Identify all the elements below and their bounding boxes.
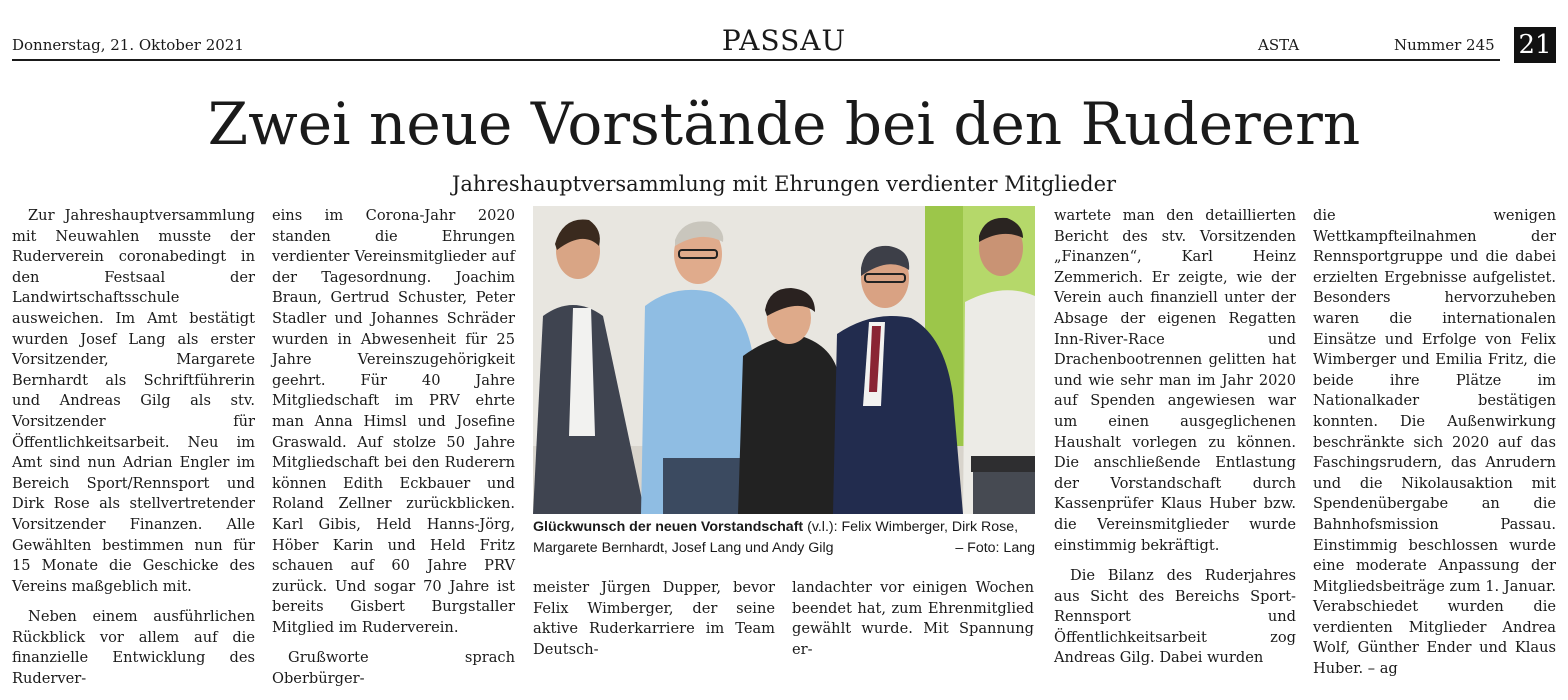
article-column-5: [1054, 206, 1296, 679]
header-region: ASTA: [1258, 36, 1300, 54]
article-paragraph: wartete man den detaillierten Bericht des stv. Vorsitzenden „Finanzen“, Karl Heinz Zemmerich. Er zeigte, wie der Verein auch finanziell unter der Absage der eigenen Regatten Inn-River-Race und Drachenbootrennen gelitten hat und wie sehr man im Jahr 2020 auf Spenden angewiesen war um einen ausgeglichenen Haushalt vorlegen zu können. Die anschließende Entlastung der Vorstandschaft durch Kassenprüfer Klaus Huber bzw. die Vereinsmitglieder wurde einstimmig bekräftigt.: [1054, 207, 1296, 554]
article-column-4: [792, 578, 1034, 670]
article-paragraph: Neben einem ausführlichen Rückblick vor allem auf die finanzielle Entwicklung des Ruderver-: [12, 608, 255, 688]
header-rule: [12, 59, 1500, 61]
article-paragraph: die wenigen Wettkampfteilnahmen der Rennsportgruppe und die dabei erzielten Ergebnisse aufgelistet. Besonders hervorzuheben waren die internationalen Einsätze und Erfolge von Felix Wimberger und Emilia Fritz, die beide ihre Plätze im Nationalkader bestätigen konnten. Die Außenwirkung beschränkte sich 2020 auf das Faschingsrudern, das Anrudern und die Nikolausaktion mit Spendenübergabe an die Bahnhofsmission Passau. Einstimmig beschlossen wurde eine moderate Anpassung der Mitgliedsbeiträge zum 1. Januar. Verabschiedet wurden die verdienten Mitglieder Andrea Wolf, Günther Ender und Klaus Huber. – ag: [1313, 207, 1556, 678]
caption-text: (v.l.): Felix Wimberger, Dirk Rose, Margarete Bernhardt, Josef Lang und Andy Gilg: [533, 519, 1019, 556]
article-paragraph: meister Jürgen Dupper, bevor Felix Wimberger, der seine aktive Ruderkarriere im Team Deutsch-: [533, 579, 775, 658]
photo-caption: [533, 517, 1035, 558]
article-subheadline: Jahreshauptversammlung mit Ehrungen verdienter Mitglieder: [451, 172, 1117, 196]
article-column-3: [533, 578, 775, 670]
article-column-2: [272, 206, 515, 700]
header-section-title: PASSAU: [721, 24, 847, 57]
article-column-6: [1313, 206, 1556, 690]
page-header: [0, 0, 1568, 66]
header-date: Donnerstag, 21. Oktober 2021: [12, 36, 244, 54]
photo-credit: – Foto: Lang: [955, 539, 1035, 556]
article-paragraph: Grußworte sprach Oberbürger-: [272, 649, 515, 688]
group-photo-illustration: [533, 206, 1035, 514]
article-paragraph: eins im Corona-Jahr 2020 standen die Ehrungen verdienter Vereinsmitglieder auf der Tagesordnung. Joachim Braun, Gertrud Schuster, Peter Stadler und Johannes Schräder wurden in Abwesenheit für 25 Jahre Vereinszugehörigkeit geehrt. Für 40 Jahre Mitgliedschaft im PRV ehrte man Anna Himsl und Josefine Graswald. Auf stolze 50 Jahre Mitgliedschaft bei den Ruderern können Edith Eckbauer und Roland Zellner zurückblicken. Karl Gibis, Held Hanns-Jörg, Höber Karin und Held Fritz schauen auf 60 Jahre PRV zurück. Und sogar 70 Jahre ist bereits Gisbert Burgstaller Mitglied im Ruderverein.: [272, 207, 515, 636]
article-paragraph: Die Bilanz des Ruderjahres aus Sicht des Bereichs Sport-Rennsport und Öffentlichkeitsarbeit zog Andreas Gilg. Dabei wurden: [1054, 567, 1296, 667]
header-issue-number: Nummer 245: [1394, 36, 1495, 54]
article-headline: Zwei neue Vorstände bei den Ruderern: [207, 90, 1361, 158]
group-photo: [533, 206, 1035, 514]
article-column-1: [12, 206, 255, 700]
page-number-badge: 21: [1514, 27, 1556, 63]
article-paragraph: Zur Jahreshauptversammlung mit Neuwahlen musste der Ruderverein coronabedingt in den Festsaal der Landwirtschaftsschule ausweichen. Im Amt bestätigt wurden Josef Lang als erster Vorsitzender, Margarete Bernhardt als Schriftführerin und Andreas Gilg als stv. Vorsitzender für Öffentlichkeitsarbeit. Neu im Amt sind nun Adrian Engler im Bereich Sport/Rennsport und Dirk Rose als stellvertretender Vorsitzender Finanzen. Alle Gewählten bestimmen nun für 15 Monate die Geschicke des Vereins maßgeblich mit.: [12, 207, 255, 595]
caption-lead: Glückwunsch der neuen Vorstandschaft: [533, 519, 804, 535]
article-paragraph: landachter vor einigen Wochen beendet hat, zum Ehrenmitglied gewählt wurde. Mit Spannung er-: [792, 579, 1034, 658]
